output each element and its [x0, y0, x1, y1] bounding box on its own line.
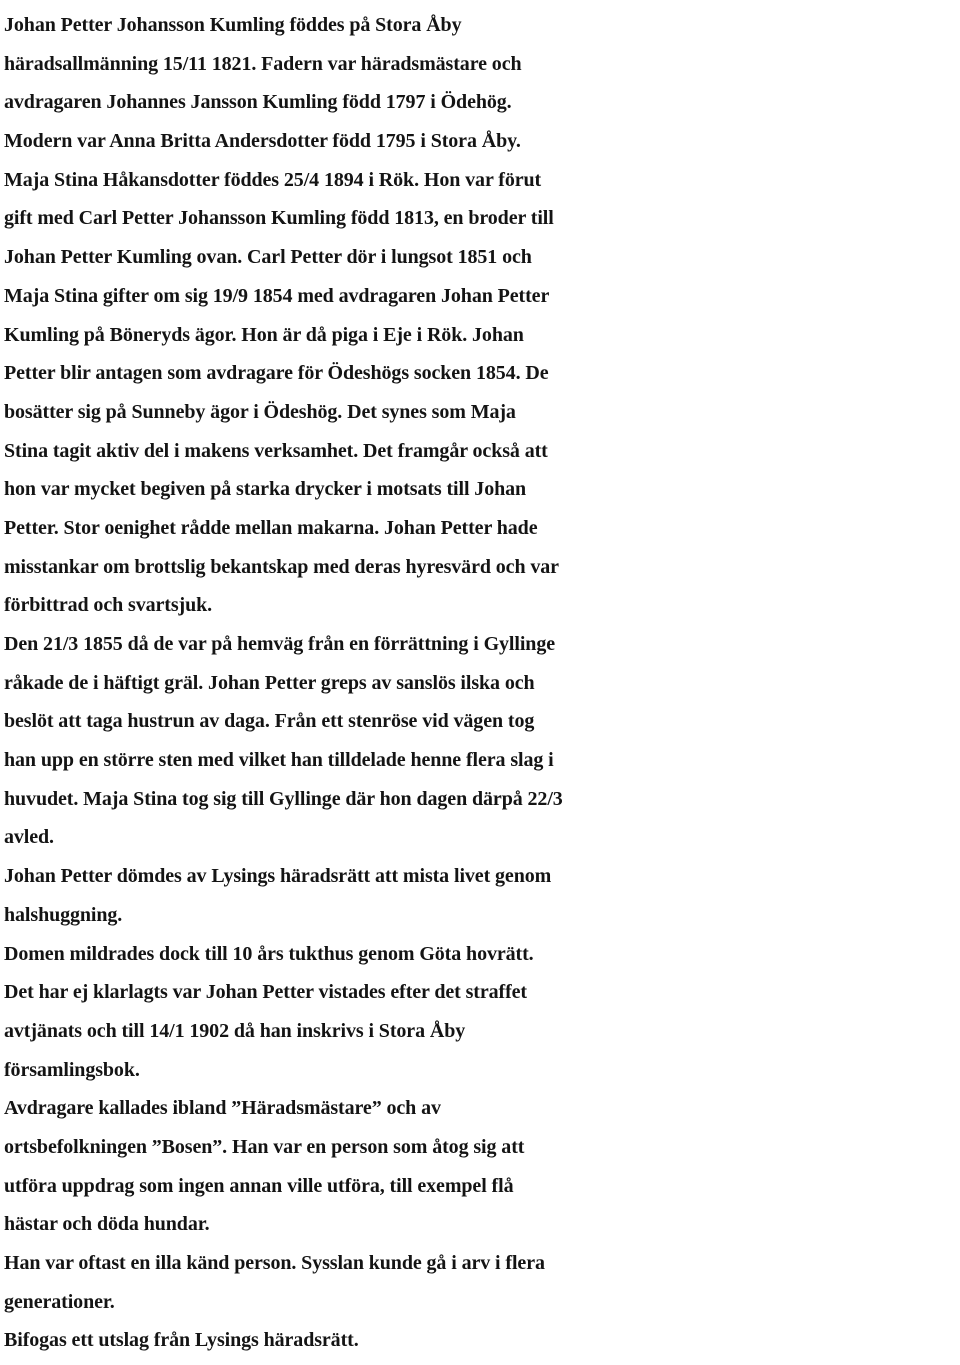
text-line-7: Johan Petter Kumling ovan. Carl Petter dör i lungsot 1851 och [4, 246, 532, 269]
text-line-20: han upp en större sten med vilket han tilldelade henne flera slag i [4, 749, 554, 772]
text-line-6: gift med Carl Petter Johansson Kumling född 1813, en broder till [4, 207, 554, 230]
text-line-25: Domen mildrades dock till 10 års tukthus genom Göta hovrätt. [4, 942, 534, 965]
text-line-15: misstankar om brottslig bekantskap med deras hyresvärd och var [4, 555, 559, 578]
text-line-22: avled. [4, 826, 54, 849]
text-line-2: häradsallmänning 15/11 1821. Fadern var häradsmästare och [4, 52, 522, 75]
text-line-19: beslöt att taga hustrun av daga. Från ett stenröse vid vägen tog [4, 710, 535, 733]
text-line-4: Modern var Anna Britta Andersdotter född 1795 i Stora Åby. [4, 130, 521, 153]
text-line-8: Maja Stina gifter om sig 19/9 1854 med avdragaren Johan Petter [4, 284, 550, 307]
text-line-9: Kumling på Böneryds ägor. Hon är då piga i Eje i Rök. Johan [4, 323, 524, 346]
text-line-24: halshuggning. [4, 903, 123, 926]
text-line-3: avdragaren Johannes Jansson Kumling född 1797 i Ödehög. [4, 91, 512, 114]
text-line-13: hon var mycket begiven på starka drycker i motsats till Johan [4, 478, 527, 501]
text-line-11: bosätter sig på Sunneby ägor i Ödeshög. Det synes som Maja [4, 400, 516, 423]
text-line-12: Stina tagit aktiv del i makens verksamhet. Det framgår också att [4, 439, 548, 462]
text-line-21: huvudet. Maja Stina tog sig till Gyllinge där hon dagen därpå 22/3 [4, 787, 563, 810]
text-line-35: Bifogas ett utslag från Lysings häradsrätt. [4, 1329, 359, 1352]
text-line-30: ortsbefolkningen ”Bosen”. Han var en person som åtog sig att [4, 1135, 525, 1158]
text-line-28: församlingsbok. [4, 1058, 140, 1081]
text-line-33: Han var oftast en illa känd person. Sysslan kunde gå i arv i flera [4, 1252, 545, 1274]
text-line-1: Johan Petter Johansson Kumling föddes på Stora Åby [4, 14, 462, 36]
text-line-29: Avdragare kallades ibland ”Häradsmästare” och av [4, 1097, 441, 1120]
text-line-27: avtjänats och till 14/1 1902 då han inskrivs i Stora Åby [4, 1019, 466, 1042]
text-line-26: Det har ej klarlagts var Johan Petter vistades efter det straffet [4, 981, 527, 1004]
text-line-5: Maja Stina Håkansdotter föddes 25/4 1894 i Rök. Hon var förut [4, 168, 542, 191]
text-line-14: Petter. Stor oenighet rådde mellan makarna. Johan Petter hade [4, 516, 538, 539]
text-line-10: Petter blir antagen som avdragare för Ödeshögs socken 1854. De [4, 362, 549, 385]
text-line-32: hästar och döda hundar. [4, 1213, 210, 1236]
text-line-17: Den 21/3 1855 då de var på hemväg från en förrättning i Gyllinge [4, 633, 556, 655]
text-line-16: förbittrad och svartsjuk. [4, 594, 213, 617]
text-line-23: Johan Petter dömdes av Lysings häradsrätt att mista livet genom [4, 865, 552, 888]
text-line-31: utföra uppdrag som ingen annan ville utföra, till exempel flå [4, 1174, 514, 1197]
text-line-18: råkade de i häftigt gräl. Johan Petter greps av sanslös ilska och [4, 671, 535, 694]
text-line-34: generationer. [4, 1290, 115, 1313]
